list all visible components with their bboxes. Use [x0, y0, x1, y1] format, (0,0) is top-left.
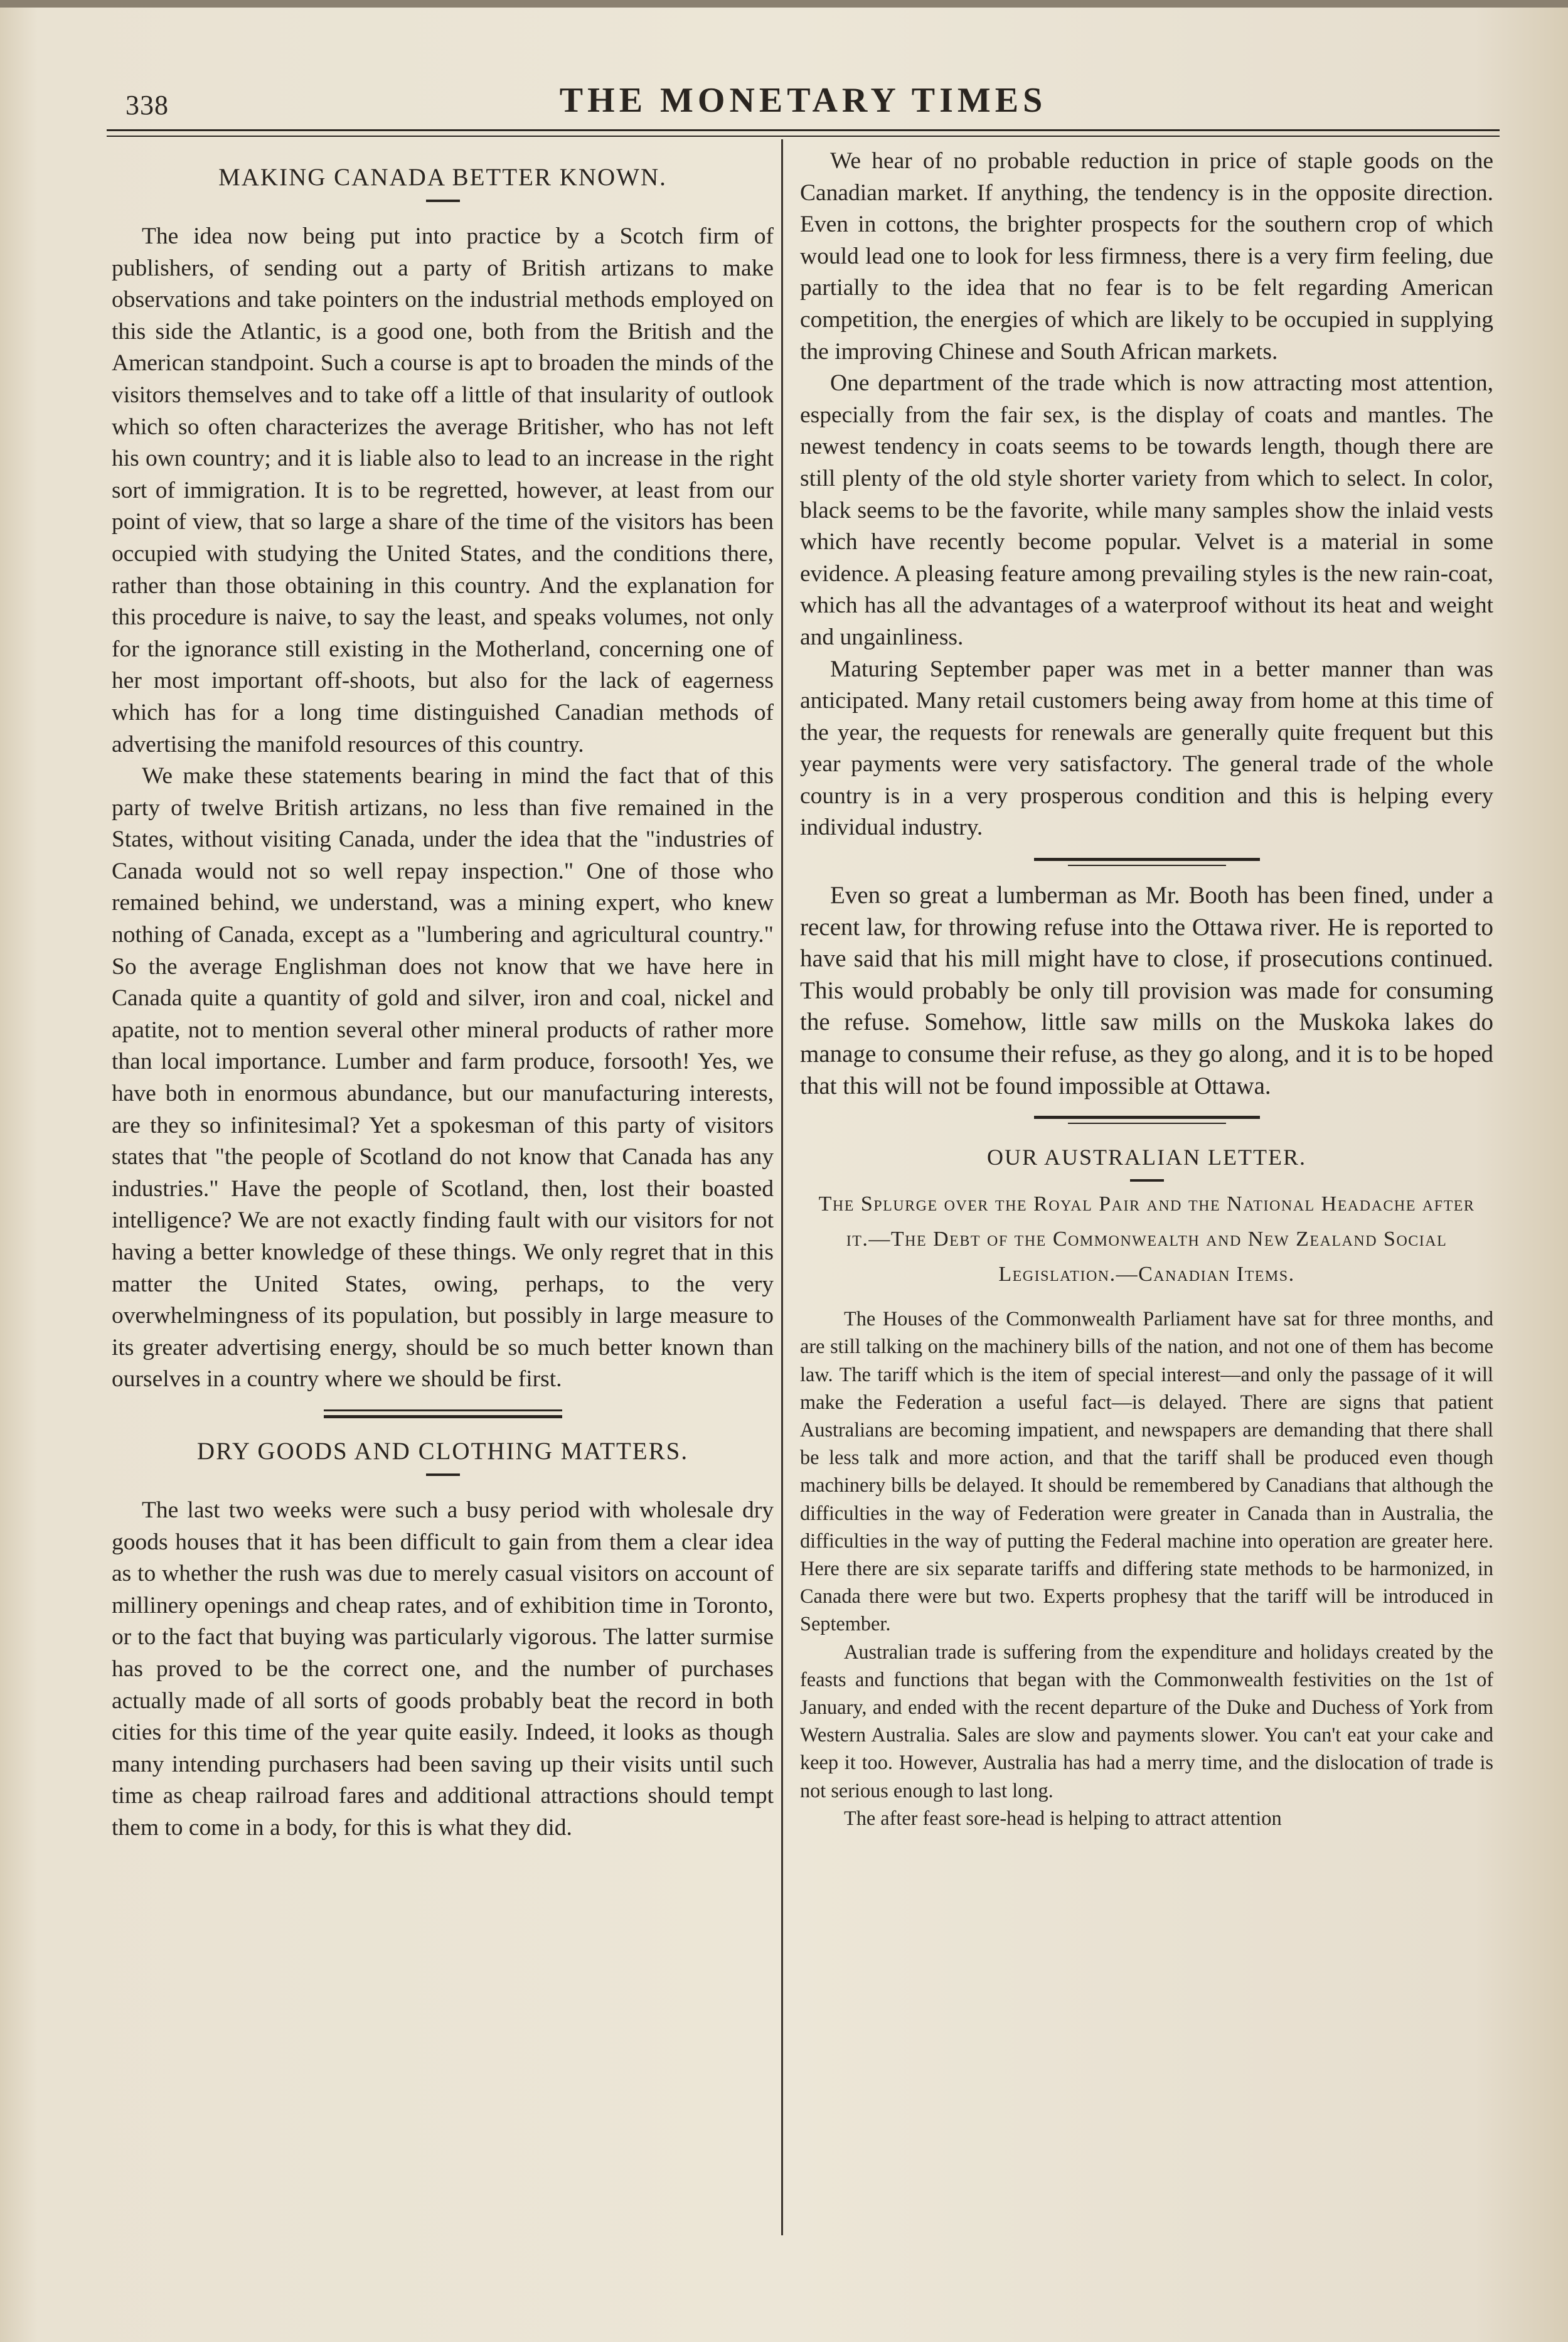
title-dash [426, 1473, 460, 1476]
article-body [800, 1305, 1493, 1832]
column-divider [781, 139, 783, 2235]
article-paragraph: We make these statements bearing in mind the fact that of this party of twelve British artizans, no less than five remained in the States, without visiting Canada, under the idea that the "industries of Canada would not so well repay inspection." One of those who remained behind, we understand, was a mining expert, who knew nothing of Canada, except as a "lumbering and agricultural country." So the average Englishman does not know that we have here in Canada quite a quantity of gold and silver, iron and coal, nickel and apatite, not to mention several other mineral products of rather more than local importance. Lumber and farm produce, forsooth! Yes, we have both in enormous abundance, but our manufacturing interests, are they so infinitesimal? Yet a spokesman of this party of visitors states that "the people of Scotland do not know that Canada has any industries." Have the people of Scotland, then, lost their boasted intelligence? We are not exactly finding fault with our visitors for not having a better knowledge of these things. We only regret that in this matter the United States, owing, perhaps, to the very overwhelmingness of its population, but possibly in large measure to its greater advertising energy, should be so much better known than ourselves in a country where we should be first. [112, 763, 774, 1393]
article-title: MAKING CANADA BETTER KNOWN. [218, 164, 667, 191]
section-divider [324, 1409, 562, 1418]
masthead: THE MONETARY TIMES [559, 81, 1047, 120]
page-number: 338 [125, 90, 169, 120]
article-paragraph: The after feast sore-head is helping to attract attention [844, 1806, 1282, 1829]
title-dash [1130, 1179, 1164, 1182]
section-divider [1034, 858, 1260, 866]
article-title: OUR AUSTRALIAN LETTER. [987, 1145, 1306, 1170]
scan-edge [0, 0, 1568, 8]
page-header [107, 74, 1500, 124]
article-paragraph: Australian trade is suffering from the expenditure and holidays created by the feasts and functions that began with the Commonwealth festivities on the 1st of January, and ended with the recent departure of the Duke and Duchess of York from Western Australia. Sales are slow and payments slower. You can't eat your cake and keep it too. However, Australia has had a merry time, and the dislocation of trade is not serious enough to last long. [800, 1640, 1493, 1802]
article-paragraph: The idea now being put into practice by a Scotch firm of publishers, of sending out a party of British artizans to make observations and take pointers on the industrial methods employed on this side the Atlantic, is a good one, both from the British and the American standpoint. Such a course is apt to broaden the minds of the visitors themselves and to take off a little of that insularity of outlook which so often characterizes the average Britisher, who has not left his own country; and it is liable also to lead to an increase in the right sort of immigration. It is to be regretted, however, at least from our point of view, that so large a share of the time of the visitors has been occupied with studying the United States, and the conditions there, rather than those obtaining in this country. And the explanation for this procedure is naive, to say the least, and speaks volumes, not only for the ignorance still existing in the Motherland, concerning one of her most important off-shoots, but also for the lack of eagerness which has for a long time distinguished Canadian methods of advertising the manifold resources of this country. [112, 223, 774, 757]
article-paragraph: One department of the trade which is now attracting most attention, especially from the fair sex, is the display of coats and mantles. The newest tendency in coats seems to be towards length, though there are still plenty of the old style shorter variety from which to select. In color, black seems to be the favorite, while many samples show the inlaid vests which have recently become popular. Velvet is a material in some evidence. A pleasing feature among prevailing styles is the new rain-coat, which has all the advantages of a waterproof without its heat and weight and ungainliness. [800, 370, 1493, 650]
article-subheading: The Splurge over the Royal Pair and the National Headache after it.—The Debt of the Commonwealth and New Zealand Social Legislation.—Canadian Items. [818, 1192, 1475, 1286]
section-divider [1034, 1116, 1260, 1124]
title-dash [426, 200, 460, 202]
article-paragraph: The Houses of the Commonwealth Parliament have sat for three months, and are still talking on the machinery bills of the nation, and not one of them has become law. The tariff which is the item of special interest—and only the passage of it will make the Federation a useful fact—is delayed. There are signs that patient Australians are becoming impatient, and newspapers are demanding that there shall be less talk and more action, and that the tariff shall be produced even though machinery bills be delayed. It should be remembered by Canadians that although the difficulties in the way of Federation were greater in Canada than in Australia, the difficulties in the way of putting the Federal machine into operation are greater here. Here there are six separate tariffs and differing state methods to be harmonized, in Canada there were but two. Experts prophesy that the tariff will be introduced in September. [800, 1307, 1493, 1635]
header-rule-secondary [107, 136, 1500, 137]
article-title: DRY GOODS AND CLOTHING MATTERS. [196, 1437, 689, 1465]
article-paragraph: Maturing September paper was met in a better manner than was anticipated. Many retail customers being away from home at this time of the year, the requests for renewals are generally quite frequent but this year payments were very satisfactory. The general trade of the whole country is in a very prosperous condition and this is helping every individual industry. [800, 656, 1493, 841]
article-paragraph: We hear of no probable reduction in price of staple goods on the Canadian market. If anything, the tendency is in the opposite direction. Even in cottons, the brighter prospects for the southern crop of which would lead one to look for less firmness, there is a very firm feeling, due partially to the idea that no fear is to be felt regarding American competition, the energies of which are likely to be occupied in supplying the improving Chinese and South African markets. [800, 148, 1493, 365]
article-paragraph: The last two weeks were such a busy period with wholesale dry goods houses that it has been difficult to gain from them a clear idea as to whether the rush was due to merely casual visitors on account of millinery openings and cheap rates, and of exhibition time in Toronto, or to the fact that buying was particularly vigorous. The latter surmise has proved to be the correct one, and the number of purchases actually made of all sorts of goods probably beat the record in both cities for this time of the year quite easily. Indeed, it looks as though many intending purchasers had been saving up their visits until such time as cheap railroad fares and additional attractions should tempt them to come in a body, for this is what they did. [112, 1497, 774, 1841]
article-paragraph: Even so great a lumberman as Mr. Booth has been fined, under a recent law, for throwing refuse into the Ottawa river. He is reported to have said that his mill might have to close, if prosecutions continued. This would probably be only till provision was made for consuming the refuse. Somehow, little saw mills on the Muskoka lakes do manage to consume their refuse, as they go along, and it is to be hoped that this will not be found impossible at Ottawa. [800, 882, 1493, 1099]
left-column [112, 158, 774, 1844]
header-rule [107, 129, 1500, 131]
right-column [800, 146, 1493, 1832]
